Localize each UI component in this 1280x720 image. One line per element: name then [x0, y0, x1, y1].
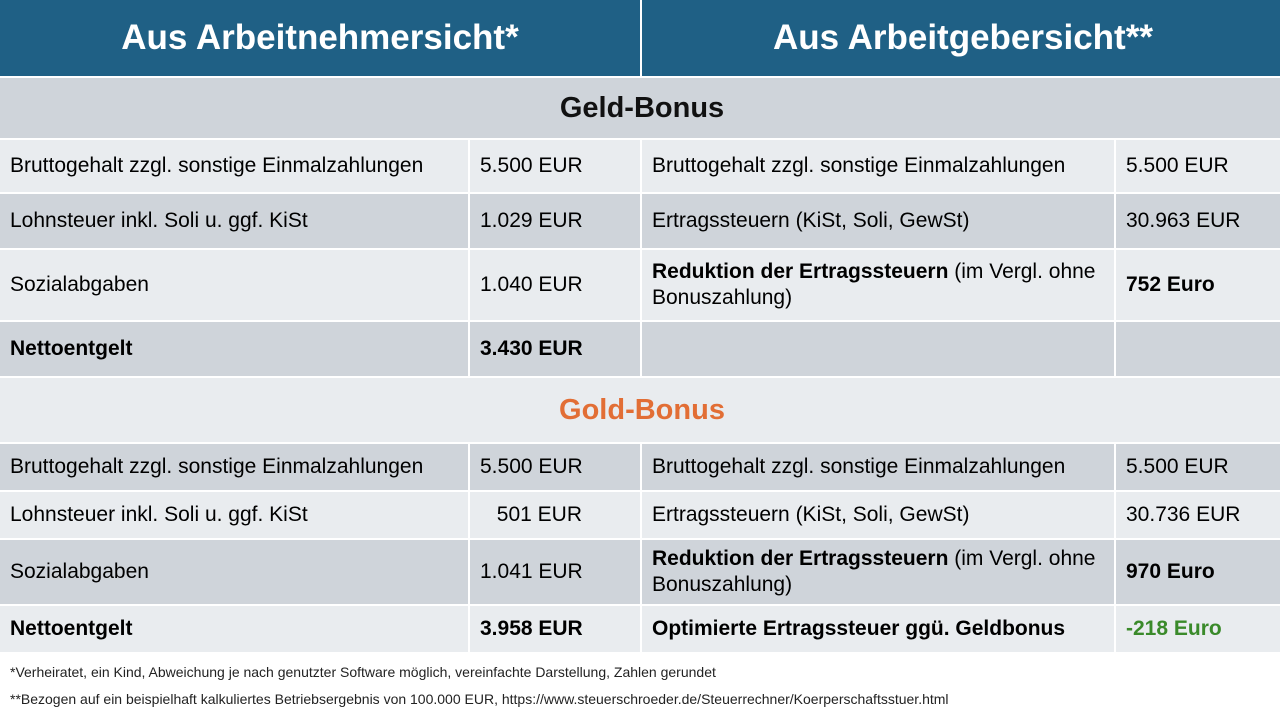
geld-reduction-label-bold: Reduktion der Ertragssteuern — [652, 260, 949, 283]
gold-row3-right-value: 970 Euro — [1116, 540, 1280, 604]
geld-row2-left-label: Lohnsteuer inkl. Soli u. ggf. KiSt — [0, 194, 468, 248]
geld-row4-left-value: 3.430 EUR — [470, 322, 640, 376]
gold-row3-right-label — [642, 540, 1114, 604]
geld-row3-right-label — [642, 250, 1114, 320]
gold-row1-left-value: 5.500 EUR — [470, 444, 640, 490]
geld-row4-left-label: Nettoentgelt — [0, 322, 468, 376]
gold-row2-left-value: 501 EUR — [470, 492, 640, 538]
gold-row2-right-value: 30.736 EUR — [1116, 492, 1280, 538]
geld-row2-left-value: 1.029 EUR — [470, 194, 640, 248]
gold-reduction-label-rest: (im Vergl. ohne Bonuszahlung) — [652, 547, 1096, 596]
geld-row1-right-value: 5.500 EUR — [1116, 140, 1280, 192]
section-title-geld-bonus: Geld-Bonus — [0, 78, 1280, 138]
header-employee-view: Aus Arbeitnehmersicht* — [0, 0, 640, 76]
gold-row1-left-label: Bruttogehalt zzgl. sonstige Einmalzahlungen — [0, 444, 468, 490]
section-title-gold-bonus: Gold-Bonus — [0, 378, 1280, 442]
header-employer-view: Aus Arbeitgebersicht** — [642, 0, 1280, 76]
gold-row2-right-label: Ertragssteuern (KiSt, Soli, GewSt) — [642, 492, 1114, 538]
geld-row1-left-label: Bruttogehalt zzgl. sonstige Einmalzahlungen — [0, 140, 468, 192]
gold-row4-left-label: Nettoentgelt — [0, 606, 468, 652]
footnote-employer: **Bezogen auf ein beispielhaft kalkuliertes Betriebsergebnis von 100.000 EUR, https://www.steuerschroeder.de/Steuerrechner/Koerperschaftsstuer.html — [10, 691, 949, 707]
gold-row4-left-value: 3.958 EUR — [470, 606, 640, 652]
geld-row1-right-label: Bruttogehalt zzgl. sonstige Einmalzahlungen — [642, 140, 1114, 192]
gold-row2-left-label: Lohnsteuer inkl. Soli u. ggf. KiSt — [0, 492, 468, 538]
footnote-employee: *Verheiratet, ein Kind, Abweichung je nach genutzter Software möglich, vereinfachte Darstellung, Zahlen gerundet — [10, 664, 716, 680]
geld-row4-right-value — [1116, 322, 1280, 376]
geld-reduction-label-rest: (im Vergl. ohne Bonuszahlung) — [652, 260, 1096, 309]
gold-row1-right-label: Bruttogehalt zzgl. sonstige Einmalzahlungen — [642, 444, 1114, 490]
gold-row4-right-value: -218 Euro — [1116, 606, 1280, 652]
geld-row3-left-value: 1.040 EUR — [470, 250, 640, 320]
gold-row4-right-label: Optimierte Ertragssteuer ggü. Geldbonus — [642, 606, 1114, 652]
gold-row1-right-value: 5.500 EUR — [1116, 444, 1280, 490]
gold-reduction-label-bold: Reduktion der Ertragssteuern — [652, 547, 949, 570]
gold-row3-left-value: 1.041 EUR — [470, 540, 640, 604]
geld-row3-right-value: 752 Euro — [1116, 250, 1280, 320]
geld-row2-right-value: 30.963 EUR — [1116, 194, 1280, 248]
geld-row3-left-label: Sozialabgaben — [0, 250, 468, 320]
geld-row2-right-label: Ertragssteuern (KiSt, Soli, GewSt) — [642, 194, 1114, 248]
gold-row3-left-label: Sozialabgaben — [0, 540, 468, 604]
geld-row1-left-value: 5.500 EUR — [470, 140, 640, 192]
geld-row4-right-label — [642, 322, 1114, 376]
